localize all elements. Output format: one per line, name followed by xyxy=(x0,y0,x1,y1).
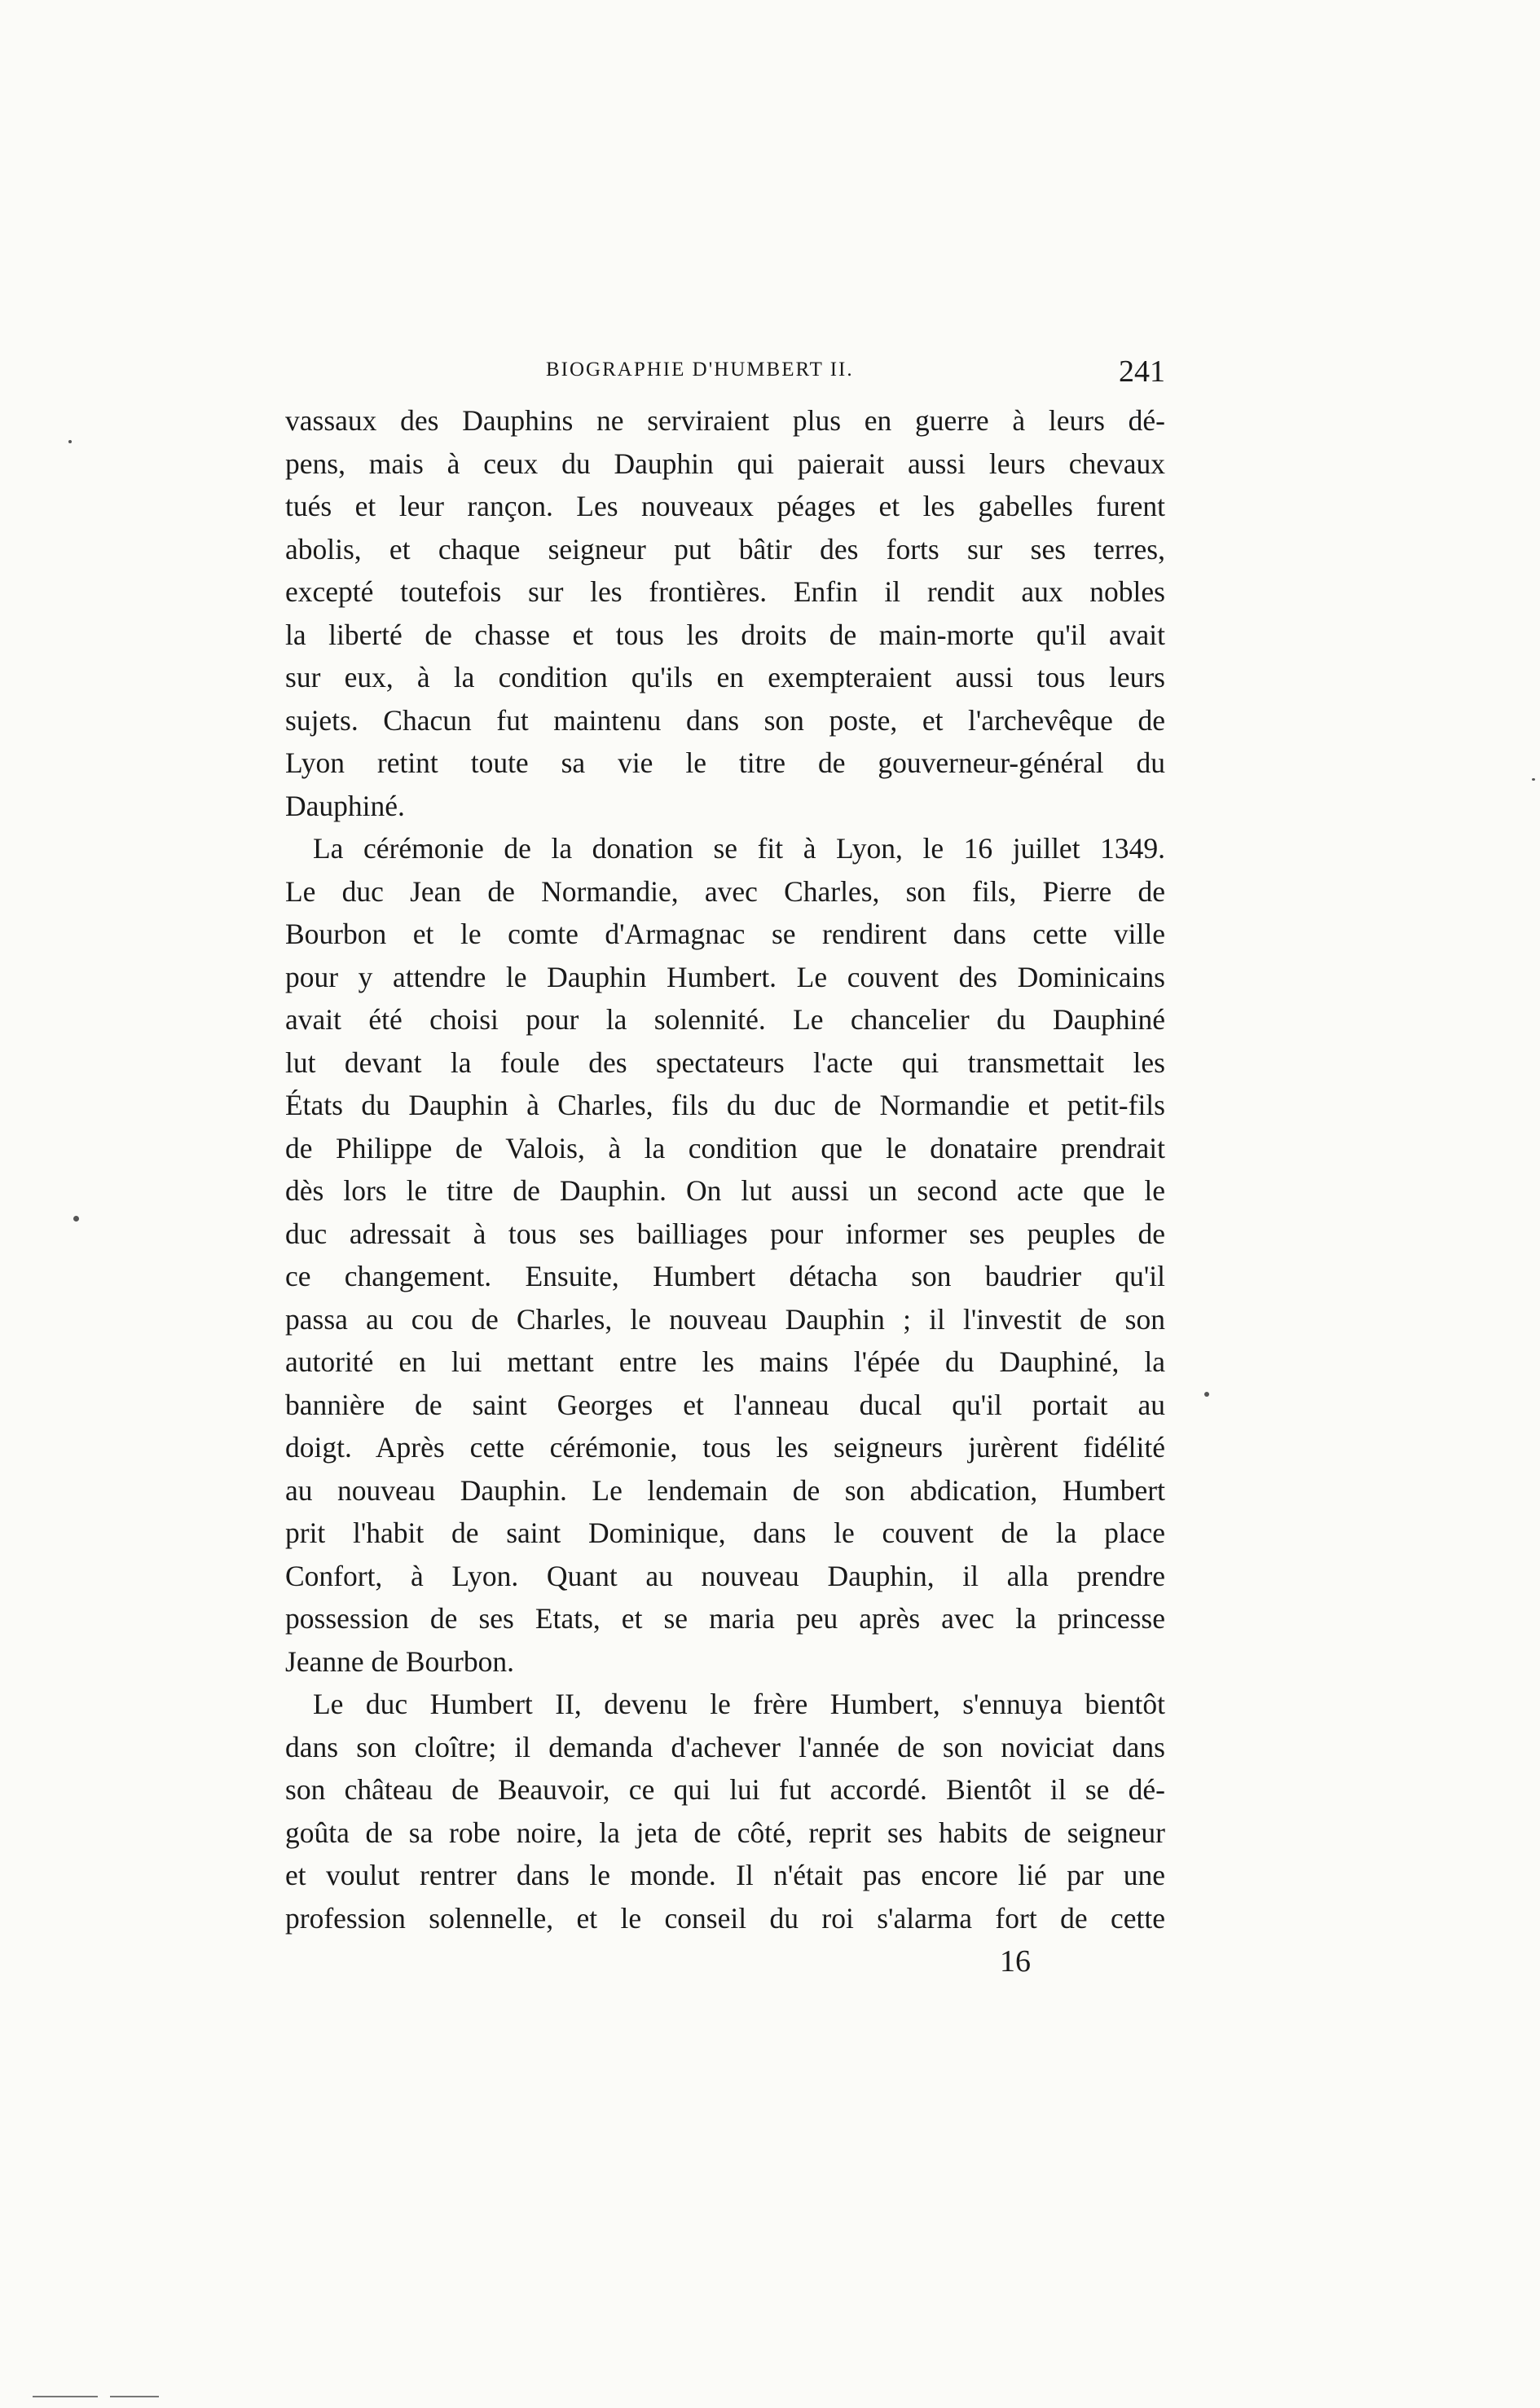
text-line: duc adressait à tous ses bailliages pour informer ses peuples de xyxy=(285,1217,1165,1250)
text-line: lut devant la foule des spectateurs l'acte qui transmettait les xyxy=(285,1046,1165,1079)
text-line: au nouveau Dauphin. Le lendemain de son abdication, Humbert xyxy=(285,1473,1165,1507)
scan-speck xyxy=(73,1216,79,1222)
text-line: avait été choisi pour la solennité. Le chancelier du Dauphiné xyxy=(285,1003,1165,1036)
text-line: La cérémonie de la donation se fit à Lyon, le 16 juillet 1349. xyxy=(313,832,1165,865)
text-line: doigt. Après cette cérémonie, tous les seigneurs jurèrent fidélité xyxy=(285,1431,1165,1464)
text-line: tués et leur rançon. Les nouveaux péages et les gabelles furent xyxy=(285,490,1165,522)
text-line: abolis, et chaque seigneur put bâtir des forts sur ses terres, xyxy=(285,532,1165,566)
text-line: passa au cou de Charles, le nouveau Dauphin ; il l'investit de son xyxy=(285,1302,1165,1336)
book-page xyxy=(285,354,1165,1979)
text-line: dans son cloître; il demanda d'achever l'année de son noviciat dans xyxy=(285,1730,1165,1763)
text-line: pour y attendre le Dauphin Humbert. Le couvent des Dominicains xyxy=(285,960,1165,993)
text-line: ce changement. Ensuite, Humbert détacha son baudrier qu'il xyxy=(285,1260,1165,1292)
text-line: Jeanne de Bourbon. xyxy=(285,1644,514,1678)
text-line: vassaux des Dauphins ne serviraient plus en guerre à leurs dé- xyxy=(285,404,1165,437)
body-text xyxy=(285,399,1165,1939)
text-line: pens, mais à ceux du Dauphin qui paierait aussi leurs chevaux xyxy=(285,447,1165,480)
text-line: Confort, à Lyon. Quant au nouveau Dauphin, il alla prendre xyxy=(285,1559,1165,1592)
scan-speck xyxy=(1532,778,1535,781)
text-line: dès lors le titre de Dauphin. On lut aussi un second acte que le xyxy=(285,1174,1165,1207)
text-line: Le duc Humbert II, devenu le frère Humbert, s'ennuya bientôt xyxy=(313,1688,1165,1720)
text-line: possession de ses Etats, et se maria peu après avec la princesse xyxy=(285,1602,1165,1635)
text-line: sur eux, à la condition qu'ils en exempteraient aussi tous leurs xyxy=(285,661,1165,693)
text-line: Bourbon et le comte d'Armagnac se rendirent dans cette ville xyxy=(285,918,1165,950)
text-line: et voulut rentrer dans le monde. Il n'était pas encore lié par une xyxy=(285,1859,1165,1891)
scan-speck xyxy=(1204,1392,1209,1397)
text-line: bannière de saint Georges et l'anneau ducal qu'il portait au xyxy=(285,1388,1165,1421)
running-head xyxy=(285,354,1165,399)
text-line: Dauphiné. xyxy=(285,789,405,822)
text-line: son château de Beauvoir, ce qui lui fut accordé. Bientôt il se dé- xyxy=(285,1773,1165,1806)
running-title: BIOGRAPHIE D'HUMBERT II. xyxy=(546,359,854,381)
scan-speck xyxy=(68,440,72,443)
text-line: Lyon retint toute sa vie le titre de gouverneur-général du xyxy=(285,746,1165,779)
text-line: Le duc Jean de Normandie, avec Charles, son fils, Pierre de xyxy=(285,874,1165,908)
text-line: prit l'habit de saint Dominique, dans le couvent de la place xyxy=(285,1517,1165,1549)
scan-edge-mark xyxy=(110,2396,159,2397)
text-line: de Philippe de Valois, à la condition que le donataire prendrait xyxy=(285,1131,1165,1164)
signature-mark: 16 xyxy=(1000,1944,1031,1979)
page-number: 241 xyxy=(1119,354,1165,389)
text-line: profession solennelle, et le conseil du roi s'alarma fort de cette xyxy=(285,1901,1165,1935)
text-line: goûta de sa robe noire, la jeta de côté, reprit ses habits de seigneur xyxy=(285,1816,1165,1849)
scan-edge-mark xyxy=(33,2396,98,2397)
text-line: la liberté de chasse et tous les droits de main-morte qu'il avait xyxy=(285,618,1165,651)
text-line: sujets. Chacun fut maintenu dans son poste, et l'archevêque de xyxy=(285,703,1165,737)
text-line: États du Dauphin à Charles, fils du duc de Normandie et petit-fils xyxy=(285,1089,1165,1121)
text-line: excepté toutefois sur les frontières. Enfin il rendit aux nobles xyxy=(285,575,1165,608)
text-line: autorité en lui mettant entre les mains l'épée du Dauphiné, la xyxy=(285,1345,1165,1378)
